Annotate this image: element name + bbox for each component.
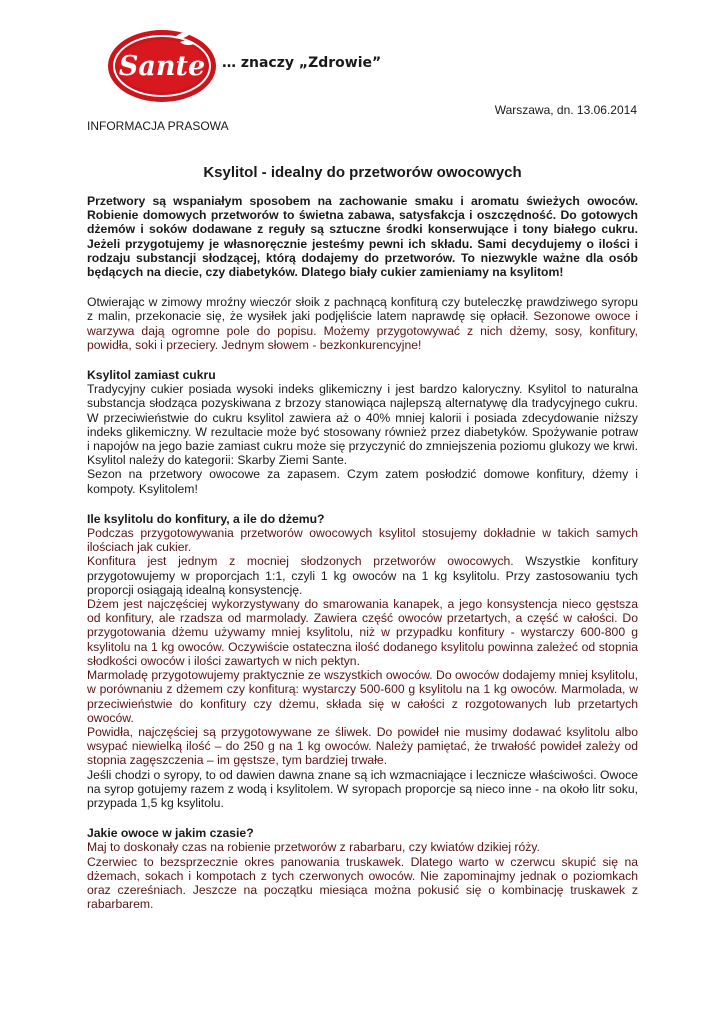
paragraph-konfitura-accent: Konfitura jest jednym z mocniej słodzonych przetworów owocowych. xyxy=(87,554,514,569)
paragraph-konfitura-text: Wszystkie konfitury przygotowujemy w proporcjach 1:1, czyli 1 kg owoców na 1 kg ksylitolu. Przy zastosowaniu tych proporcji osiągają idealną konsystencję. xyxy=(87,554,638,597)
section-paragraph: Podczas przygotowywania przetworów owocowych ksylitol stosujemy dokładnie w takich samych ilościach jak cukier. xyxy=(87,526,638,555)
lead-paragraph: Przetwory są wspaniałym sposobem na zachowanie smaku i aromatu świeżych owoców. Robienie domowych przetworów to świetna zabawa, satysfakcja i oszczędność. Do gotowych dżemów i soków dodawane z reguły są sztuczne środki konserwujące i tony białego cukru. Jeżeli przygotujemy je własnoręcznie jesteśmy pewni ich składu. Sami decydujemy o ilości i rodzaju substancji słodzącej, którą dodajemy do przetworów. To niezwykle ważne dla osób będących na diecie, czy diabetyków. Dlatego biały cukier zamieniamy na ksylitom! xyxy=(87,194,638,280)
section-paragraph: Jeśli chodzi o syropy, to od dawien dawna znane są ich wzmacniające i lecznicze właściwości. Owoce na syrop gotujemy razem z wodą i ksylitolem. W syropach proporcje są nieco inne - na około litr soku, przypada 1,5 kg ksylitolu. xyxy=(87,767,638,810)
section-heading: Jakie owoce w jakim czasie? xyxy=(87,826,254,841)
section-heading: Ile ksylitolu do konfitury, a ile do dżemu? xyxy=(87,511,325,526)
paragraph-opening-accent: Sezonowe owoce i warzywa dają ogromne pole do popisu. Możemy przygotowywać z nich dżemy, sosy, konfitury, powidła, soki i przeciery. Jednym słowem - bezkonkurencyjne! xyxy=(87,309,638,352)
section-heading: Ksylitol zamiast cukru xyxy=(87,368,216,383)
document-type-label: INFORMACJA PRASOWA xyxy=(87,119,229,133)
section-paragraph: Tradycyjny cukier posiada wysoki indeks glikemiczny i jest bardzo kaloryczny. Ksylitol to naturalna substancja słodząca pozyskiwana z brzozy stanowiąca najlepszą alternatywę dla tradycyjnego cukru. W przeciwieństwie do cukru ksylitol zawiera aż o 40% mniej kalorii i posiada zdecydowanie niższy indeks glikemiczny. W rezultacie może być stosowany również przez diabetyków. Spożywanie potraw i napojów na jego bazie zamiast cukru może się przyczynić do zmniejszenia poziomu glukozy we krwi. Ksylitol należy do kategorii: Skarby Ziemi Sante. xyxy=(87,382,638,468)
paragraph-opening-text: Otwierając w zimowy mroźny wieczór słoik z pachnącą konfiturą czy buteleczkę prawdziwego syropu z malin, przekonacie się, że wysiłek jaki podjęliście latem naprawdę się opłacił. xyxy=(87,295,638,324)
section-paragraph: Sezon na przetwory owocowe za zapasem. Czym zatem posłodzić domowe konfitury, dżemy i kompoty. Ksylitolem! xyxy=(87,467,638,496)
paragraph-opening xyxy=(87,295,638,352)
section-paragraph: Dżem jest najczęściej wykorzystywany do smarowania kanapek, a jego konsystencja nieco gęstsza od konfitury, ale rzadsza od marmolady. Zawiera część owoców przetartych, a część w całości. Do przygotowania dżemu używamy mniej ksylitolu, niż w przypadku konfitury - wystarczy 600-800 g ksylitolu na 1 kg owoców. Oczywiście ostateczna ilość dodanego ksylitolu powinna zależeć od stopnia słodkości owoców i ilości zawartych w nich pektyn. xyxy=(87,597,638,668)
section-paragraph: Powidła, najczęściej są przygotowywane ze śliwek. Do powideł nie musimy dodawać ksylitolu albo wsypać niewielką ilość – do 250 g na 1 kg owoców. Należy pamiętać, że trwałość powideł zależy od stopnia zagęszczenia – im gęstsze, tym bardziej trwałe. xyxy=(87,724,638,768)
page-title: Ksylitol - idealny do przetworów owocowych xyxy=(203,164,522,181)
section-paragraph: Czerwiec to bezsprzecznie okres panowania truskawek. Dlatego warto w czerwcu skupić się na dżemach, sokach i kompotach z tych czerwonych owoców. Nie zapominajmy jednak o poziomkach oraz czereśniach. Jeszcze na początku miesiąca można pokusić się o kombinację truskawek z rabarbarem. xyxy=(87,854,638,912)
brand-tagline: … znaczy „Zdrowie” xyxy=(222,55,382,71)
section-paragraph: Maj to doskonały czas na robienie przetworów z rabarbaru, czy kwiatów dzikiej róży. xyxy=(87,840,540,855)
sante-logo xyxy=(106,28,218,104)
article-body xyxy=(87,194,638,911)
section-paragraph: Marmoladę przygotowujemy praktycznie ze wszystkich owoców. Do owoców dodajemy mniej ksylitolu, w porównaniu z dżemem czy konfiturą: wystarczy 500-600 g ksylitolu na 1 kg owoców. Marmolada, w przeciwieństwie do konfitury czy dżemu, składa się w całości z rozgotowanych lub przetartych owoców. xyxy=(87,668,638,725)
section-paragraph xyxy=(87,554,638,597)
svg-text:Sante: Sante xyxy=(118,51,206,82)
document-date: Warszawa, dn. 13.06.2014 xyxy=(494,103,637,117)
